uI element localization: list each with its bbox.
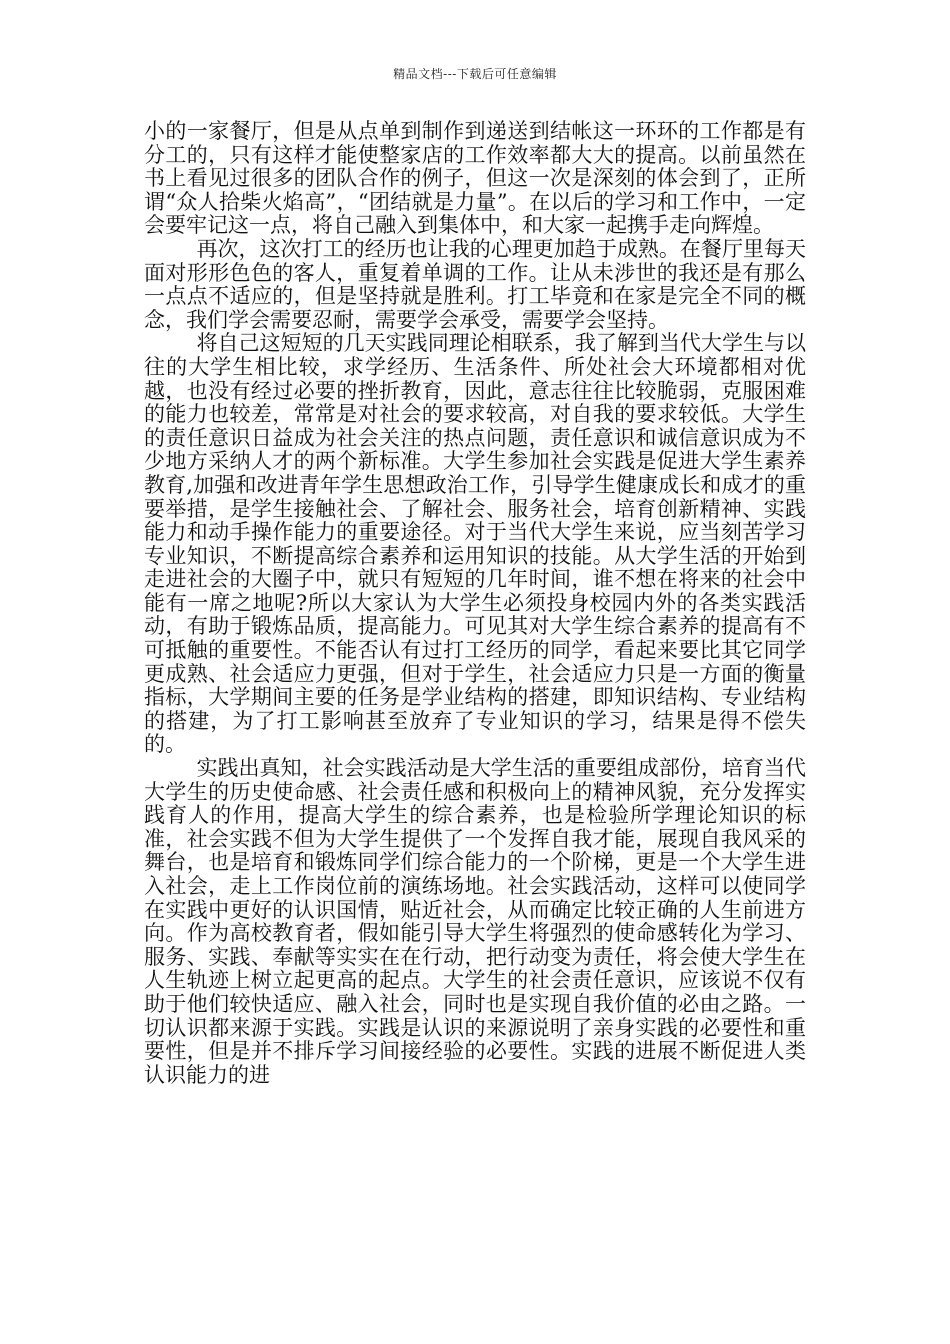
page-header: 精品文档---下载后可任意编辑 xyxy=(393,67,557,81)
document-body xyxy=(144,120,806,1087)
paragraph-2: 再次，这次打工的经历也让我的心理更加趋于成熟。在餐厅里每天面对形形色色的客人，重复着单调的工作。让从未涉世的我还是有那么一点点不适应的，但是坚持就是胜利。打工毕竟和在家是完全不同的概念，我们学会需要忍耐，需要学会承受，需要学会坚持。 xyxy=(144,236,806,332)
paragraph-1: 小的一家餐厅，但是从点单到制作到递送到结帐这一环环的工作都是有分工的，只有这样才能使整家店的工作效率都大大的提高。以前虽然在书上看见过很多的团队合作的例子，但这一次是深刻的体会到了，正所谓“众人拾柴火焰高”，“团结就是力量”。在以后的学习和工作中，一定会要牢记这一点，将自己融入到集体中，和大家一起携手走向辉煌。 xyxy=(144,119,806,238)
paragraph-3: 将自己这短短的几天实践同理论相联系，我了解到当代大学生与以往的大学生相比较，求学经历、生活条件、所处社会大环境都相对优越，也没有经过必要的挫折教育，因此，意志往往比较脆弱，克服困难的能力也较差，常常是对社会的要求较高，对自我的要求较低。大学生的责任意识日益成为社会关注的热点问题，责任意识和诚信意识成为不少地方采纳人才的两个新标准。大学生参加社会实践是促进大学生素养教育,加强和改进青年学生思想政治工作，引导学生健康成长和成才的重要举措，是学生接触社会、了解社会、服务社会，培育创新精神、实践能力和动手操作能力的重要途径。对于当代大学生来说，应当刻苦学习专业知识，不断提高综合素养和运用知识的技能。从大学生活的开始到走进社会的大圈子中，就只有短短的几年时间，谁不想在将来的社会中能有一席之地呢?所以大家认为大学生必须投身校园内外的各类实践活动，有助于锻炼品质，提高能力。可见其对大学生综合素养的提高有不可抵触的重要性。不能否认有过打工经历的同学，看起来要比其它同学更成熟、社会适应力更强，但对于学生，社会适应力只是一方面的衡量指标，大学期间主要的任务是学业结构的搭建，即知识结构、专业结构的搭建，为了打工影响甚至放弃了专业知识的学习，结果是得不偿失的。 xyxy=(144,331,806,757)
paragraph-4: 实践出真知，社会实践活动是大学生活的重要组成部份，培育当代大学生的历史使命感、社会责任感和积极向上的精神风貌，充分发挥实践育人的作用，提高大学生的综合素养，也是检验所学理论知识的标准，社会实践不但为大学生提供了一个发挥自我才能，展现自我风采的舞台，也是培育和锻炼同学们综合能力的一个阶梯，更是一个大学生进入社会，走上工作岗位前的演练场地。社会实践活动，这样可以使同学在实践中更好的认识国情，贴近社会，从而确定比较正确的人生前进方向。作为高校教育者，假如能引导大学生将强烈的使命感转化为学习、服务、实践、奉献等实实在在行动，把行动变为责任，将会使大学生在人生轨迹上树立起更高的起点。大学生的社会责任意识，应该说不仅有助于他们较快适应、融入社会，同时也是实现自我价值的必由之路。一切认识都来源于实践。实践是认识的来源说明了亲身实践的必要性和重要性，但是并不排斥学习间接经验的必要性。实践的进展不断促进人类认识能力的进 xyxy=(144,756,806,1087)
